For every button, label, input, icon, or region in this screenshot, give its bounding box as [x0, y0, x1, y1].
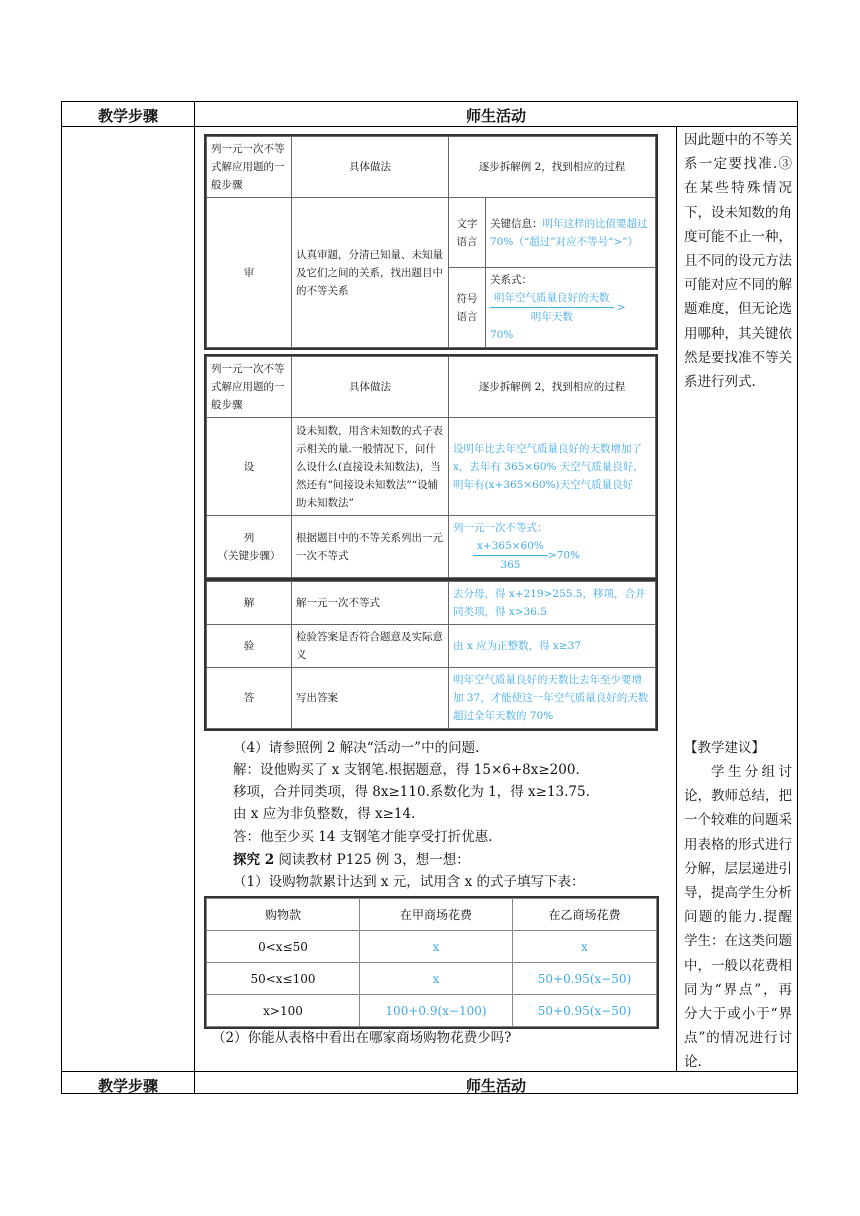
shop-row1-yi: x: [513, 931, 657, 963]
header-activities: 师生活动: [465, 107, 526, 125]
step-yan: 验: [207, 625, 292, 668]
relation-label: 关系式：: [490, 274, 532, 286]
frac-numerator: 明年空气质量良好的天数: [490, 289, 614, 308]
header-divider: [61, 126, 798, 127]
method-lie: 根据题目中的不等关系列出一元一次不等式: [292, 516, 449, 578]
body-line-2: 解：设他购买了 x 支钢笔.根据题意，得 15×6+8x≥200.: [233, 762, 580, 778]
body-line-6: [233, 849, 470, 872]
steps-table-she-lie: [206, 356, 656, 578]
teaching-suggestion: 学生分组讨论，教师总结，把一个较难的问题采用表格的形式进行分解，层层递进引导，提高学生分析问题的能力.提醒学生：在这类问题中，一般以花费相同为“界点”，再分大于或小于“界点”的情况进行讨论.: [684, 764, 792, 1071]
th-steps: 列一元一次不等式解应用题的一般步骤: [207, 357, 292, 418]
gt-sign: >: [616, 301, 626, 314]
body-line-5: 答：他至少买 14 支钢笔才能享受打折优惠.: [233, 829, 493, 845]
th-method: 具体做法: [292, 137, 449, 198]
body-line-3: 移项，合并同类项，得 8x≥110.系数化为 1，得 x≥13.75.: [233, 784, 590, 800]
shop-th-amount: 购物款: [207, 899, 360, 931]
step-she: 设: [207, 418, 292, 516]
method-jie: 解一元一次不等式: [292, 582, 449, 625]
relation-fraction: [490, 289, 614, 326]
detail-she: 设明年比去年空气质量良好的天数增加了 x，去年有 365×60% 天空气质量良好，明年有(x+365×60%)天空气质量良好: [449, 418, 656, 516]
pct-70: 70%: [490, 329, 514, 341]
footer-activities: 师生活动: [465, 1077, 526, 1095]
steps-table-jie-yan-da: [206, 581, 656, 729]
th-process: 逐步拆解例 2，找到相应的过程: [449, 137, 656, 198]
shop-row3-yi: 50+0.95(x−50): [513, 995, 657, 1027]
shop-row1-range: 0<x≤50: [207, 931, 360, 963]
detail-da: 明年空气质量良好的天数比去年至少要增加 37，才能使这一年空气质量良好的天数超过全年天数的 70%: [449, 668, 656, 729]
col-divider-1: [194, 101, 195, 1094]
key-info-label: 关键信息：: [490, 217, 543, 230]
th-method: 具体做法: [292, 357, 449, 418]
symbol-language-cell: [486, 268, 656, 348]
lie-tail: >70%: [547, 549, 581, 562]
shop-row2-range: 50<x≤100: [207, 963, 360, 995]
key-info: 明年这样的比值要超过 70%（“超过”对应不等号“>”）: [490, 217, 648, 248]
shop-table: [206, 898, 657, 1027]
th-process: 逐步拆解例 2，找到相应的过程: [449, 357, 656, 418]
lie-denominator: 365: [500, 559, 521, 571]
explore-2-label: 探究 2: [233, 852, 275, 868]
shop-row1-jia: x: [360, 931, 513, 963]
step-shen: 审: [207, 198, 292, 348]
method-shen: 认真审题，分清已知量、未知量及它们之间的关系，找出题目中的不等关系: [292, 198, 449, 348]
teaching-note: 因此题中的不等关系一定要找准.③在某些特殊情况下，设未知数的角度可能不止一种，且不同的设元方法可能对应不同的解题难度，但无论选用哪种，其关键依然是要找准不等关系进行列式.: [684, 132, 792, 391]
lie-numerator: x+365×60%: [473, 537, 548, 556]
th-steps: 列一元一次不等式解应用题的一般步骤: [207, 137, 292, 198]
method-yan: 检验答案是否符合题意及实际意义: [292, 625, 449, 668]
step-jie: 解: [207, 582, 292, 625]
method-da: 写出答案: [292, 668, 449, 729]
shop-row2-yi: 50+0.95(x−50): [513, 963, 657, 995]
shop-row3-range: x>100: [207, 995, 360, 1027]
body-line-7: （1）设购物款累计达到 x 元，试用含 x 的式子填写下表：: [233, 874, 585, 890]
lang-symbol: 符号语言: [449, 268, 486, 348]
lie-fraction: [473, 537, 548, 574]
explore-2-text: 阅读教材 P125 例 3，想一想：: [274, 852, 470, 868]
body-line-8: （2）你能从表格中看出在哪家商场购物花费少吗?: [212, 1030, 512, 1046]
detail-lie: [449, 516, 656, 578]
frac-denominator: 明年天数: [530, 311, 573, 323]
text-language-cell: [486, 198, 656, 268]
shop-row3-jia: 100+0.9(x−100): [360, 995, 513, 1027]
detail-yan: 由 x 应为正整数，得 x≥37: [449, 625, 656, 668]
detail-jie: 去分母，得 x+219>255.5，移项，合并同类项，得 x>36.5: [449, 582, 656, 625]
method-she: 设未知数，用含未知数的式子表示相关的量.一般情况下，问什么设什么(直接设未知数法)，当然还有“间接设未知数法”“设辅助未知数法”: [292, 418, 449, 516]
steps-table-shen: [206, 136, 656, 348]
shop-row2-jia: x: [360, 963, 513, 995]
header-steps: 教学步骤: [97, 107, 158, 125]
body-line-4: 由 x 应为非负整数，得 x≥14.: [233, 806, 416, 822]
footer-steps: 教学步骤: [97, 1077, 158, 1095]
lang-text: 文字语言: [449, 198, 486, 268]
body-line-1: （4）请参照例 2 解决“活动一”中的问题.: [233, 740, 480, 756]
lie-label: 列一元一次不等式：: [453, 522, 548, 534]
shop-th-jia: 在甲商场花费: [360, 899, 513, 931]
teaching-suggestion-title: 【教学建议】: [684, 740, 765, 756]
col-divider-2: [676, 126, 677, 1072]
step-lie: 列 （关键步骤）: [207, 516, 292, 578]
step-da: 答: [207, 668, 292, 729]
shop-th-yi: 在乙商场花费: [513, 899, 657, 931]
